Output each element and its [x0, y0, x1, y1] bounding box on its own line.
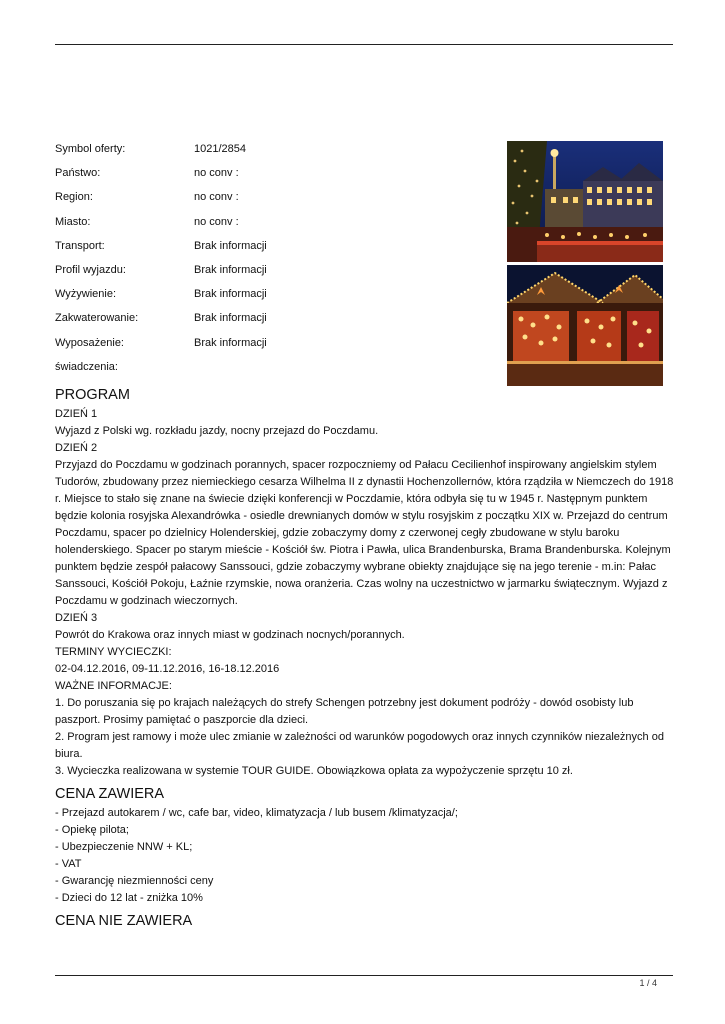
info-label: Transport:: [55, 239, 105, 252]
info-value: no conv :: [194, 215, 239, 228]
program-content: [55, 386, 680, 932]
includes-heading: CENA ZAWIERA: [55, 786, 165, 802]
info-row: [55, 190, 475, 214]
info-label: Zakwaterowanie:: [55, 312, 139, 325]
info-row: [55, 239, 475, 263]
day2-text: Przyjazd do Poczdamu w godzinach porannych, spacer rozpoczniemy od Pałacu Cecilienhof inspirowany angielskim stylem Tudorów, zbudowany przez niemieckiego cesarza Wilhelma II z dynastii Hochenzollernów, która rządziła w Niemczech do 1918 r. Miejsce to stało się znane na świecie dzięki konferencji w Poczdamie, która odbyła się tu w 1945 r. Następnym punktem będzie kolonia rosyjska Alexandrówka - osiedle drewnianych domów w stylu rosyjskim z początku XIX w. Przejazd do centrum Poczdamu, spacer po dzielnicy Holenderskiej, gdzie zobaczymy domy z czerwonej cegły zbudowane w stylu baroku holenderskiego. Spacer po starym mieście - Kościół św. Piotra i Pawła, ulica Brandenburska, Brama Brandenburska. Kolejnym punktem będzie zespół pałacowy Sanssouci, gdzie zobaczymy wybrane obiekty znajdujące się na jego terenie - m.in: Pałac Sanssouci, Kościół Pokoju, Łaźnie rzymskie, nowa oranżeria. Czas wolny na uczestnictwo w jarmarku świątecznym. Wyjazd z Poczdamu w godzinach wieczornych.: [55, 459, 674, 607]
info-label: Państwo:: [55, 167, 101, 180]
info-label: Wyżywienie:: [55, 288, 117, 301]
excludes-heading: CENA NIE ZAWIERA: [55, 913, 193, 929]
info-value: Brak informacji: [194, 263, 267, 276]
day1-label: DZIEŃ 1: [55, 408, 98, 420]
info-value: no conv :: [194, 191, 239, 204]
info-value: Brak informacji: [194, 239, 267, 252]
info-row: [55, 166, 475, 190]
info-label: Profil wyjazdu:: [55, 263, 126, 276]
info-row: [55, 287, 475, 311]
info-value: 1021/2854: [194, 143, 246, 155]
info-label: Wyposażenie:: [55, 336, 124, 349]
info-row: [55, 142, 475, 166]
includes-item: - VAT: [55, 858, 82, 870]
terms-text: 02-04.12.2016, 09-11.12.2016, 16-18.12.2016: [55, 663, 280, 675]
info-value: Brak informacji: [194, 288, 267, 301]
christmas-market-square-image: [507, 141, 663, 262]
includes-item: - Dzieci do 12 lat - zniżka 10%: [55, 892, 203, 904]
offer-info-table: [55, 142, 475, 384]
info-row: [55, 336, 475, 360]
info-row: [55, 263, 475, 287]
info-row: [55, 311, 475, 335]
day2-label: DZIEŃ 2: [55, 442, 98, 454]
program-heading: PROGRAM: [55, 387, 130, 403]
header-rule: [55, 44, 673, 45]
info-label: Symbol oferty:: [55, 143, 126, 155]
terms-label: TERMINY WYCIECZKI:: [55, 646, 172, 658]
info-value: Brak informacji: [194, 312, 267, 325]
important-info-label: WAŻNE INFORMACJE:: [55, 680, 172, 692]
info-label: Miasto:: [55, 215, 91, 228]
important-info-item: 1. Do poruszania się po krajach należących do strefy Schengen potrzebny jest dokument podróży - dowód osobisty lub paszport. Prosimy pamiętać o paszporcie dla dzieci.: [55, 697, 634, 726]
day3-label: DZIEŃ 3: [55, 612, 98, 624]
info-row: [55, 215, 475, 239]
market-stall-image: [507, 265, 663, 386]
info-row: [55, 360, 475, 384]
includes-item: - Ubezpieczenie NNW + KL;: [55, 841, 193, 853]
page-number: 1 / 4: [639, 978, 657, 988]
info-value: Brak informacji: [194, 336, 267, 349]
includes-item: - Opiekę pilota;: [55, 824, 129, 836]
offer-photos: [507, 141, 663, 386]
footer-rule: [55, 975, 673, 976]
info-label: świadczenia:: [55, 360, 118, 373]
important-info-item: 3. Wycieczka realizowana w systemie TOUR GUIDE. Obowiązkowa opłata za wypożyczenie sprzętu 10 zł.: [55, 765, 573, 777]
includes-item: - Gwarancję niezmienności ceny: [55, 875, 214, 887]
important-info-item: 2. Program jest ramowy i może ulec zmianie w zależności od warunków pogodowych oraz innych czynników niezależnych od biura.: [55, 731, 664, 760]
day3-text: Powrót do Krakowa oraz innych miast w godzinach nocnych/porannych.: [55, 629, 405, 641]
info-label: Region:: [55, 191, 93, 204]
info-value: no conv :: [194, 167, 239, 180]
day1-text: Wyjazd z Polski wg. rozkładu jazdy, nocny przejazd do Poczdamu.: [55, 425, 379, 437]
includes-item: - Przejazd autokarem / wc, cafe bar, video, klimatyzacja / lub busem /klimatyzacja/;: [55, 807, 458, 819]
